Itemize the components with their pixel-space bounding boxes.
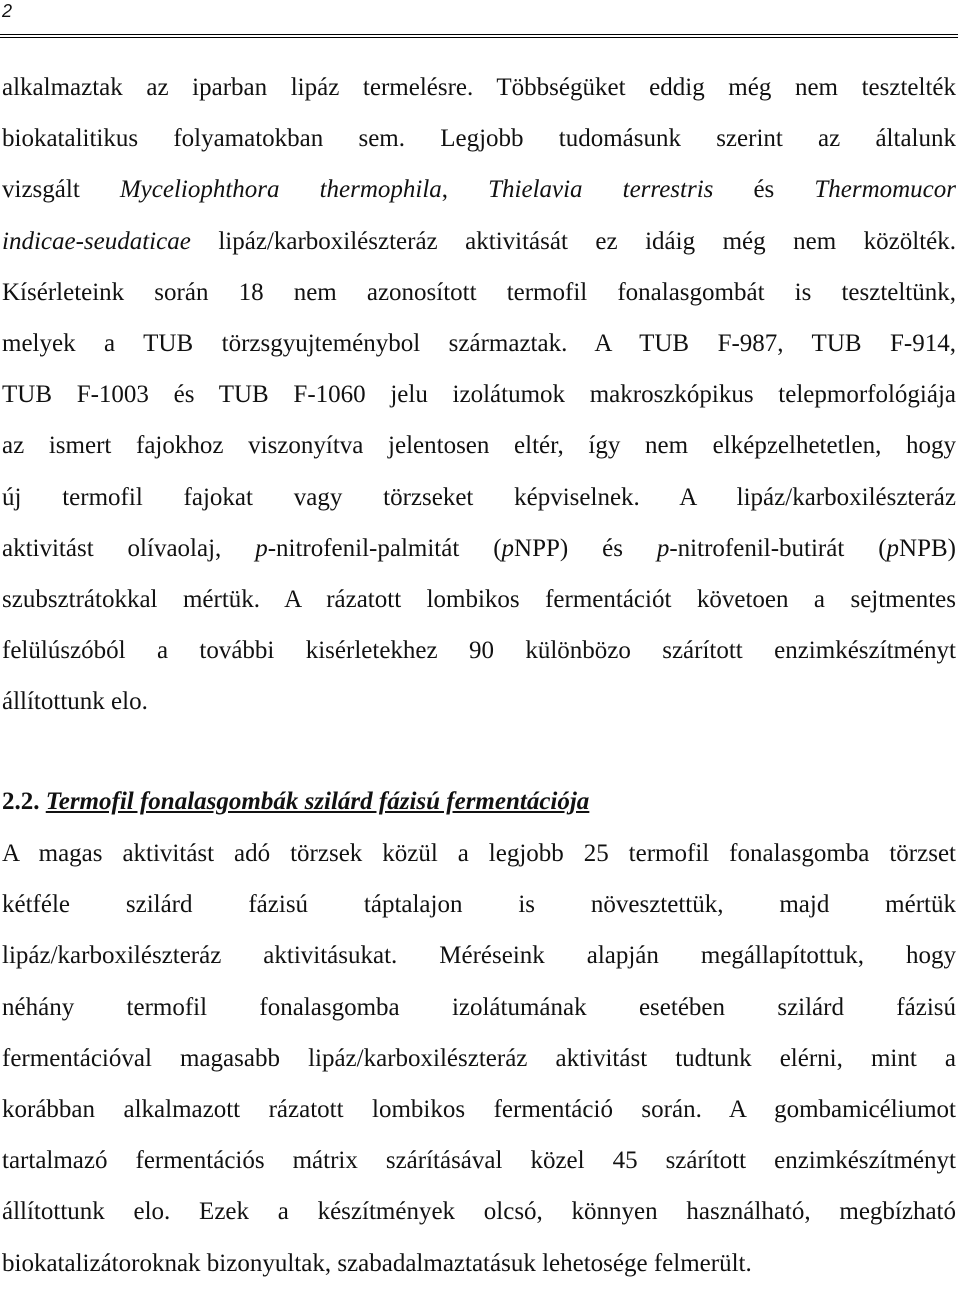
paragraph-line: kétféle szilárd fázisú táptalajon is növesztettük, majd mértük: [2, 891, 956, 919]
paragraph-line: vizsgált Myceliophthora thermophila, Thielavia terrestris és Thermomucor: [2, 176, 956, 204]
paragraph-line: lipáz/karboxilészteráz aktivitásukat. Méréseink alapján megállapítottuk, hogy: [2, 942, 956, 970]
paragraph-line: Kísérleteink során 18 nem azonosított termofil fonalasgombát is teszteltünk,: [2, 278, 956, 306]
paragraph-line: szubsztrátokkal mértük. A rázatott lombikos fermentációt követoen a sejtmentes: [2, 585, 956, 613]
paragraph-line: felülúszóból a további kisérletekhez 90 különbözo szárított enzimkészítményt: [2, 637, 956, 665]
paragraph-line: az ismert fajokhoz viszonyítva jelentosen eltér, így nem elképzelhetetlen, hogy: [2, 432, 956, 460]
paragraph-line: állítottunk elo.: [2, 688, 148, 716]
paragraph-line: korábban alkalmazott rázatott lombikos fermentáció során. A gombamicéliumot: [2, 1095, 956, 1123]
paragraph-line: új termofil fajokat vagy törzseket képviselnek. A lipáz/karboxilészteráz: [2, 483, 956, 511]
paragraph-line: alkalmaztak az iparban lipáz termelésre. Többségüket eddig még nem tesztelték: [2, 74, 956, 101]
section-heading: [2, 776, 589, 827]
species-name: Myceliophthora thermophila: [119, 176, 442, 204]
paragraph-line: tartalmazó fermentációs mátrix szárításával közel 45 szárított enzimkészítményt: [2, 1147, 956, 1175]
paragraph-line: biokatalitikus folyamatokban sem. Legjobb tudomásunk szerint az általunk: [2, 125, 956, 153]
section-title: Termofil fonalasgombák szilárd fázisú fermentációja: [45, 788, 590, 815]
paragraph-1: [2, 62, 956, 727]
paragraph-line: aktivitást olívaolaj, p-nitrofenil-palmitát (pNPP) és p-nitrofenil-butirát (pNPB): [2, 534, 956, 562]
header-rule: [0, 34, 958, 35]
paragraph-line: fermentációval magasabb lipáz/karboxilészteráz aktivitást tudtunk elérni, mint a: [2, 1044, 956, 1072]
paragraph-line: TUB F-1003 és TUB F-1060 jelu izolátumok makroszkópikus telepmorfológiája: [2, 381, 956, 409]
header-rule-secondary: [0, 37, 958, 38]
paragraph-line: A magas aktivitást adó törzsek közül a legjobb 25 termofil fonalasgomba törzset: [2, 840, 956, 867]
paragraph-line: indicae-seudaticae lipáz/karboxilészteráz aktivitását ez idáig még nem közölték.: [2, 227, 956, 255]
paragraph-line: melyek a TUB törzsgyujteménybol származtak. A TUB F-987, TUB F-914,: [2, 329, 956, 357]
page-number: 2: [2, 1, 13, 21]
paragraph-line: állítottunk elo. Ezek a készítmények olcsó, könnyen használható, megbízható: [2, 1198, 956, 1226]
paragraph-line: néhány termofil fonalasgomba izolátumának esetében szilárd fázisú: [2, 993, 956, 1021]
section-number: 2.2.: [2, 788, 40, 815]
species-name: Thielavia terrestris: [488, 176, 714, 204]
species-name: Thermomucor: [814, 176, 956, 204]
species-name: indicae-seudaticae: [2, 227, 191, 255]
paragraph-2: [2, 828, 956, 1289]
paragraph-line: biokatalizátoroknak bizonyultak, szabadalmaztatásuk lehetosége felmerült.: [2, 1249, 752, 1277]
